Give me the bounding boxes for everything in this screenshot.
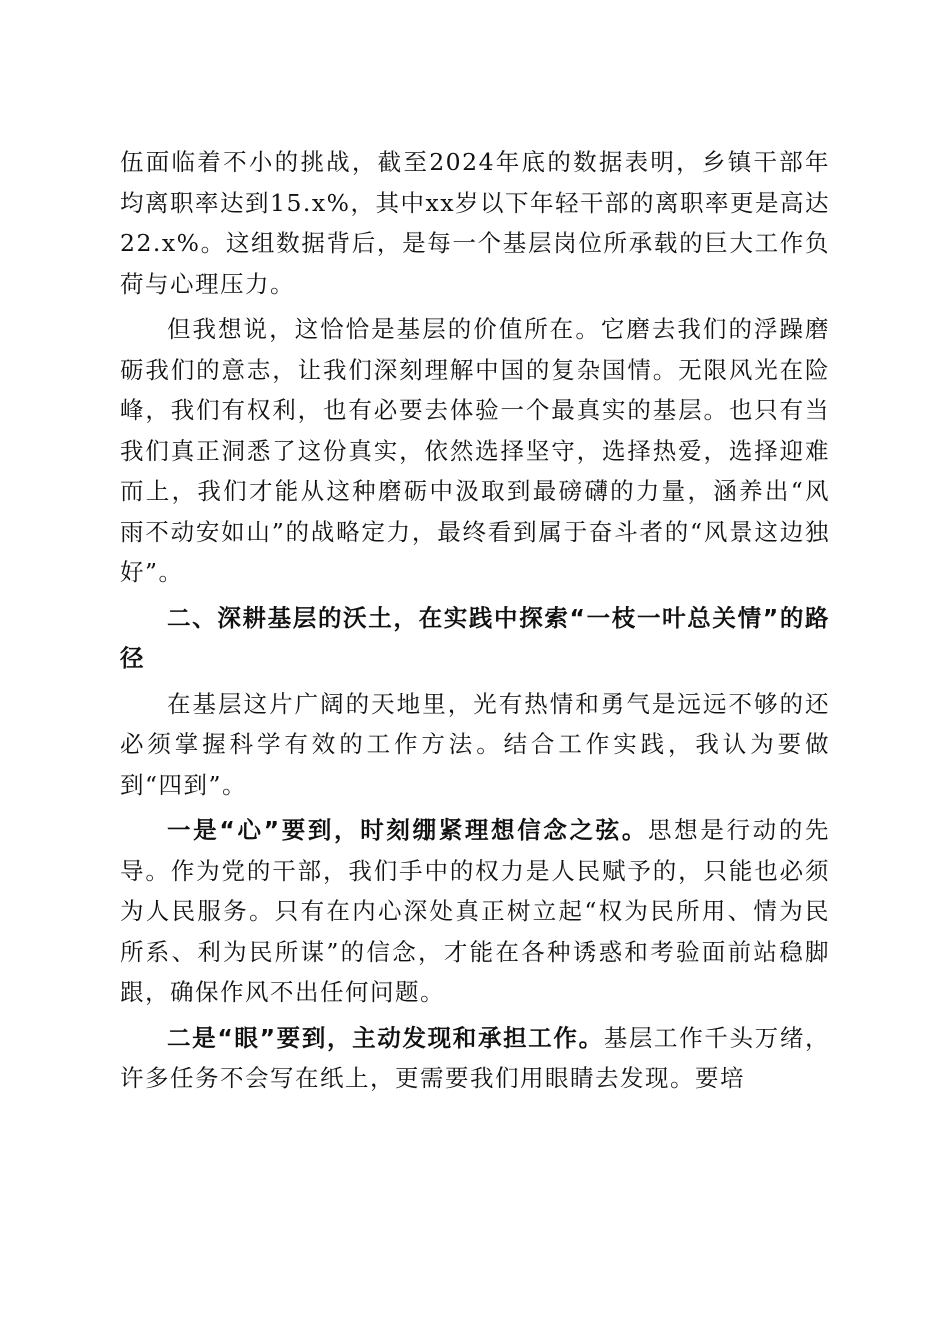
- paragraph-point-eye: [120, 1018, 830, 1099]
- point-eye-body: 基层工作千头万绪，许多任务不会写在纸上，更需要我们用眼睛去发现。要培: [120, 1023, 830, 1092]
- paragraph-value-of-grassroots: 但我想说，这恰恰是基层的价值所在。它磨去我们的浮躁磨砺我们的意志，让我们深刻理解中国的复杂国情。无限风光在险峰，我们有权利，也有必要去体验一个最真实的基层。也只有当我们真正洞悉了这份真实，依然选择坚守，选择热爱，选择迎难而上，我们才能从这种磨砺中汲取到最磅礴的力量，涵养出“风雨不动安如山”的战略定力，最终看到属于奋斗者的“风景这边独好”。: [120, 315, 830, 586]
- paragraph-continued: 伍面临着不小的挑战，截至2024年底的数据表明，乡镇干部年均离职率达到15.x%，其中xx岁以下年轻干部的离职率更是高达22.x%。这组数据背后，是每一个基层岗位所承载的巨大工作负荷与心理压力。: [120, 148, 830, 298]
- point-heart-lead: 一是“心”要到，时刻绷紧理想信念之弦。: [167, 816, 649, 844]
- document-page: [120, 142, 830, 1104]
- point-heart-body: 思想是行动的先导。作为党的干部，我们手中的权力是人民赋予的，只能也必须为人民服务。只有在内心深处真正树立起“权为民所用、情为民所系、利为民所谋”的信念，才能在各种诱惑和考验面前站稳脚跟，确保作风不出任何问题。: [120, 816, 831, 1006]
- point-eye-lead: 二是“眼”要到，主动发现和承担工作。: [167, 1023, 604, 1052]
- section-heading-2: 二、深耕基层的沃土，在实践中探索“一枝一叶总关情”的路径: [120, 603, 830, 672]
- paragraph-point-heart: [120, 810, 830, 1013]
- paragraph-four-points-intro: 在基层这片广阔的天地里，光有热情和勇气是远远不够的还必须掌握科学有效的工作方法。结合工作实践，我认为要做到“四到”。: [120, 689, 830, 799]
